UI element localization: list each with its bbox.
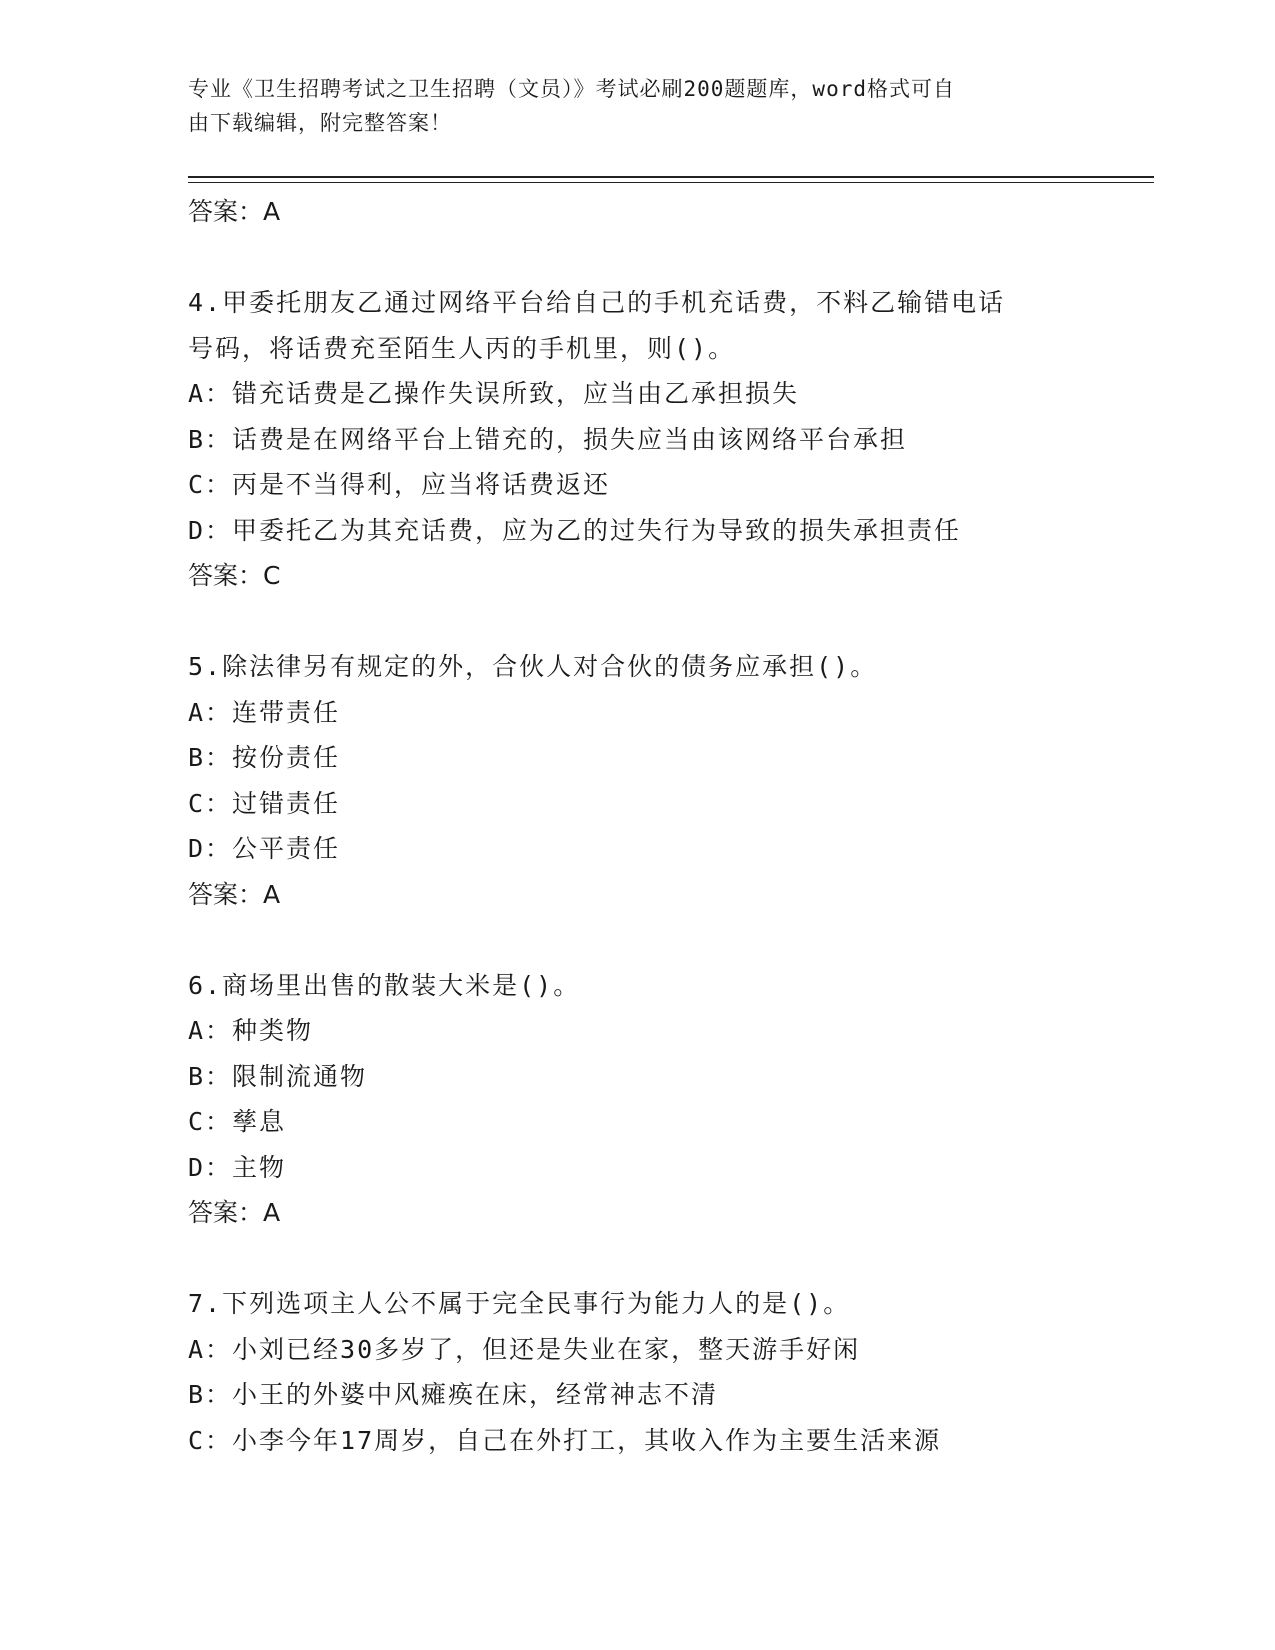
spacer: [188, 917, 1088, 963]
option-a: A：种类物: [188, 1016, 314, 1045]
option-c: C：小李今年17周岁，自己在外打工，其收入作为主要生活来源: [188, 1425, 942, 1455]
option-b: B：小王的外婆中风瘫痪在床，经常神志不清: [188, 1380, 719, 1409]
header-line-2: 由下载编辑，附完整答案！: [188, 111, 452, 135]
header-divider-thick: [188, 176, 1154, 178]
option-b: B：限制流通物: [188, 1061, 368, 1091]
option-c: C：孳息: [188, 1107, 287, 1136]
option-a: A：连带责任: [188, 697, 341, 727]
answer-line: 答案：A: [188, 879, 281, 909]
option-a: A：错充话费是乙操作失误所致，应当由乙承担损失: [188, 379, 800, 408]
option-d: D：主物: [188, 1152, 287, 1182]
question-block: [188, 1281, 1088, 1463]
document-header: [188, 72, 1068, 140]
answer-line: 答案：C: [188, 561, 281, 590]
spacer: [188, 599, 1088, 645]
header-divider-thin: [188, 182, 1154, 183]
question-stem: 4.甲委托朋友乙通过网络平台给自己的手机充话费，不料乙输错电话: [188, 288, 1006, 317]
answer-line: 答案：A: [188, 197, 281, 226]
question-stem: 6.商场里出售的散装大米是()。: [188, 970, 581, 1000]
header-line-1: 专业《卫生招聘考试之卫生招聘（文员）》考试必刷200题题库，word格式可自: [188, 77, 955, 101]
question-list: [188, 189, 1088, 1463]
option-c: C：过错责任: [188, 788, 341, 818]
question-stem: 5.除法律另有规定的外，合伙人对合伙的债务应承担()。: [188, 652, 878, 681]
answer-line: 答案：A: [188, 1198, 281, 1227]
option-b: B：话费是在网络平台上错充的，损失应当由该网络平台承担: [188, 424, 908, 454]
option-c: C：丙是不当得利，应当将话费返还: [188, 470, 611, 499]
question-block: [188, 280, 1088, 599]
option-d: D：公平责任: [188, 834, 341, 863]
option-d: D：甲委托乙为其充话费，应为乙的过失行为导致的损失承担责任: [188, 515, 962, 545]
question-block: [188, 644, 1088, 917]
option-a: A：小刘已经30多岁了，但还是失业在家，整天游手好闲: [188, 1334, 861, 1364]
spacer: [188, 235, 1088, 281]
question-stem: 号码，将话费充至陌生人丙的手机里，则()。: [188, 333, 736, 363]
question-stem: 7.下列选项主人公不属于完全民事行为能力人的是()。: [188, 1289, 851, 1318]
question-block: [188, 963, 1088, 1236]
spacer: [188, 1236, 1088, 1282]
option-b: B：按份责任: [188, 743, 341, 772]
